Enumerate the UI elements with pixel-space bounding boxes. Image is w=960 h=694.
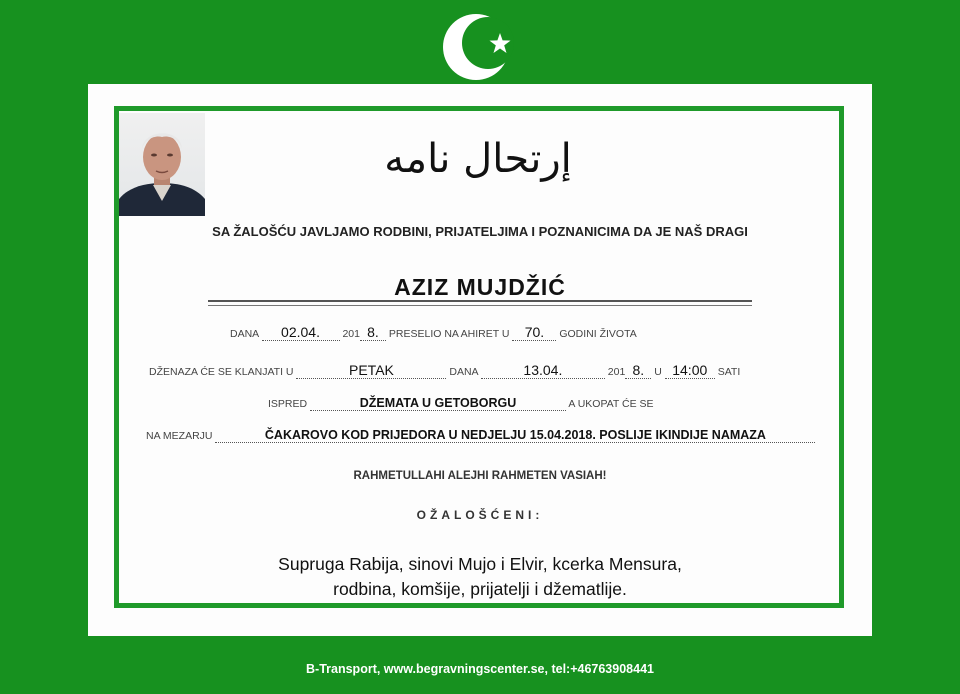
mourners-line-2: rodbina, komšije, prijatelji i džematlije.: [333, 579, 627, 599]
ispred-label: ISPRED: [268, 398, 308, 410]
mezarje-line: [88, 428, 930, 443]
year-prefix: 201: [342, 328, 360, 340]
year-prefix-2: 201: [607, 366, 626, 378]
burial-place: ČAKAROVO KOD PRIJEDORA U NEDJELJU 15.04.2018. POSLIJE IKINDIJE NAMAZA: [215, 428, 815, 443]
death-line: [88, 324, 960, 341]
portrait-photo: [119, 113, 205, 216]
deceased-name: AZIZ MUJDŽIĆ: [394, 274, 566, 300]
name-underline-secondary: [208, 305, 752, 306]
godini-text: GODINI ŽIVOTA: [559, 328, 637, 340]
ukopat-label: A UKOPAT ĆE SE: [568, 398, 654, 410]
mourners-heading: OŽALOŠĆENI:: [416, 508, 544, 522]
footer-contact: B-Transport, www.begravningscenter.se, tel:+46763908441: [306, 662, 654, 676]
mezarju-label: NA MEZARJU: [146, 430, 213, 442]
crescent-star-icon: [440, 12, 520, 82]
dana-label-2: DANA: [449, 366, 478, 378]
obituary-sheet: [88, 84, 872, 636]
dzenaza-line: [88, 362, 933, 379]
u-label: U: [654, 366, 662, 378]
preselio-text: PRESELIO NA AHIRET U: [388, 328, 510, 340]
intro-text: SA ŽALOŠĆU JAVLJAMO RODBINI, PRIJATELJIMA I POZNANICIMA DA JE NAŠ DRAGI: [212, 224, 748, 239]
year-digit: 8.: [360, 324, 386, 341]
name-underline: [208, 300, 752, 302]
year-digit-2: 8.: [625, 362, 651, 379]
dzenaza-label: DŽENAZA ĆE SE KLANJATI U: [149, 366, 294, 378]
arabic-heading: إرتحال نامه: [384, 136, 572, 182]
mourners-line-1: Supruga Rabija, sinovi Mujo i Elvir, kcerka Mensura,: [278, 554, 682, 574]
ispred-line: [88, 396, 960, 411]
sati-label: SATI: [717, 366, 741, 378]
age: 70.: [512, 324, 556, 341]
dzenaza-time: 14:00: [665, 362, 715, 379]
ispred-place: DŽEMATA U GETOBORGU: [310, 396, 566, 411]
portrait-icon: [119, 113, 205, 216]
dzenaza-date: 13.04.: [481, 362, 605, 379]
dana-label: DANA: [230, 328, 259, 340]
salutation: RAHMETULLAHI ALEJHI RAHMETEN VASIAH!: [353, 470, 607, 482]
mourners-list: [88, 552, 872, 602]
dzenaza-day: PETAK: [296, 362, 446, 379]
death-date: 02.04.: [262, 324, 340, 341]
